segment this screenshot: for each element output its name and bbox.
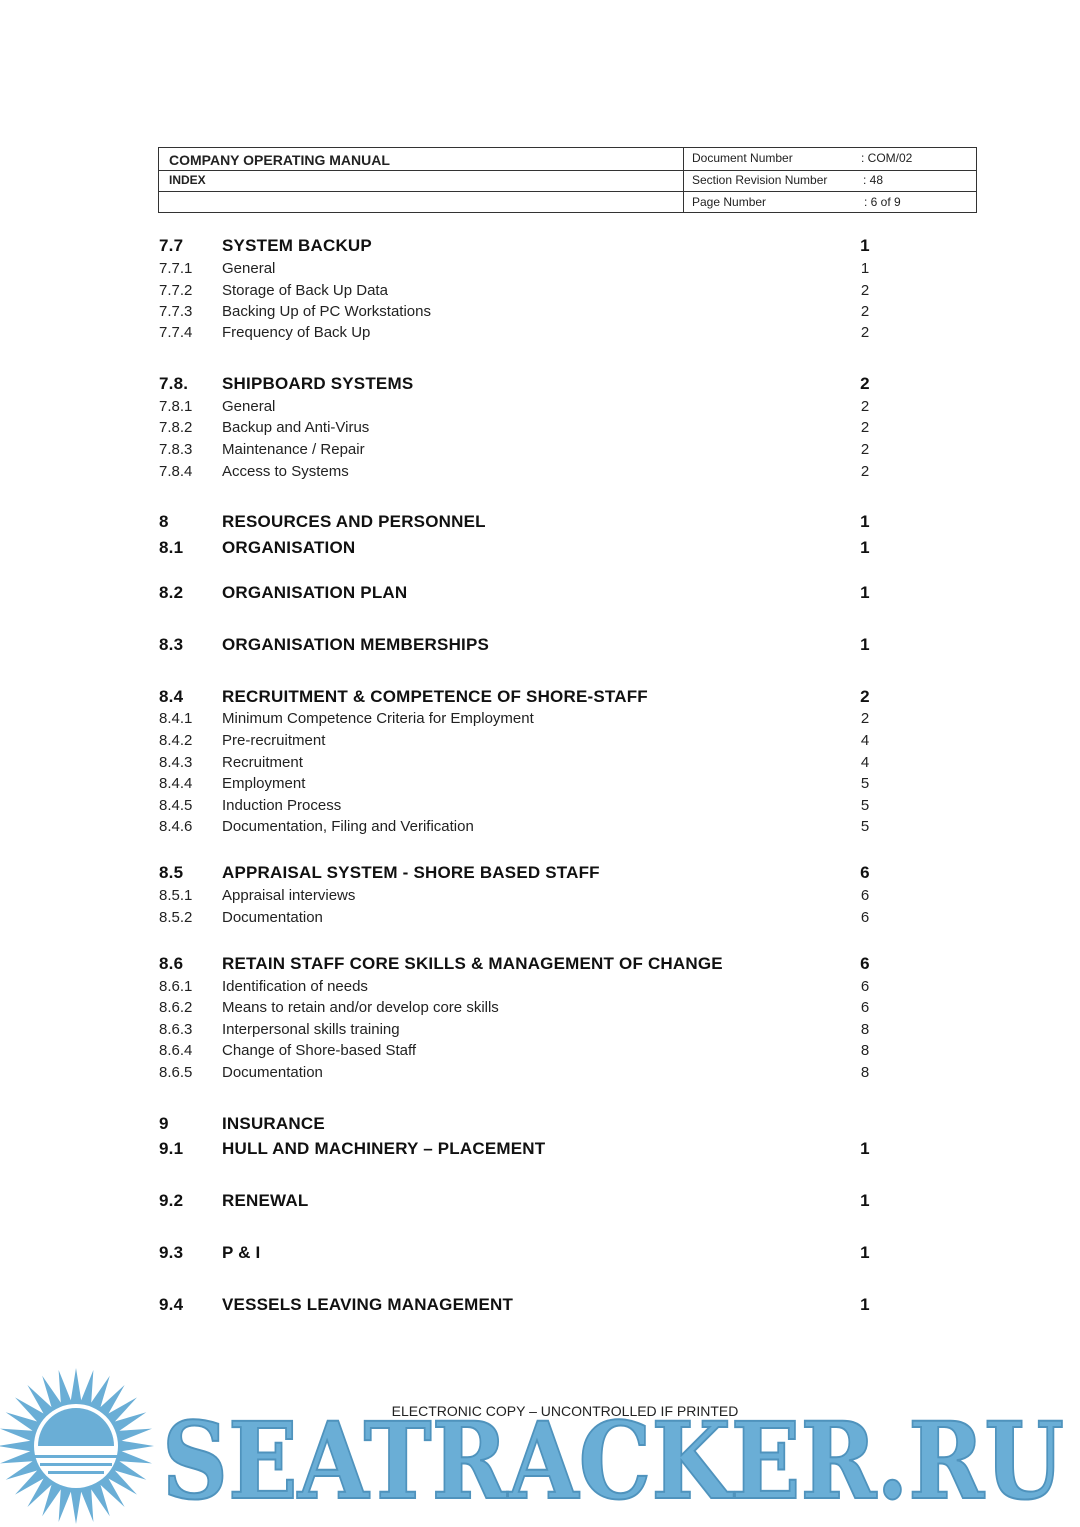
toc-entry: [0, 463, 1080, 485]
header-row-divider: [159, 191, 976, 192]
toc-entry-title: Induction Process: [222, 797, 342, 814]
toc-entry-page: 8: [860, 1021, 870, 1038]
toc-entry-number: 8.6.4: [159, 1042, 193, 1059]
toc-entry-number: 7.8.: [159, 374, 189, 393]
toc-entry-page: 1: [860, 260, 870, 277]
toc-entry-title: Means to retain and/or develop core skills: [222, 999, 499, 1016]
toc-entry-page: 1: [860, 1243, 870, 1262]
toc-entry-title: SYSTEM BACKUP: [222, 236, 372, 255]
toc-entry-page: 2: [860, 463, 870, 480]
toc-entry: [0, 818, 1080, 840]
toc-entry-title: Change of Shore-based Staff: [222, 1042, 417, 1059]
toc-entry: [0, 687, 1080, 709]
toc-entry-page: 6: [860, 999, 870, 1016]
toc-entry-page: 1: [860, 538, 870, 557]
toc-entry-number: 8.6: [159, 954, 184, 973]
toc-entry-page: 2: [860, 441, 870, 458]
toc-entry-number: 8.6.1: [159, 978, 193, 995]
toc-entry-title: Maintenance / Repair: [222, 441, 365, 458]
toc-entry-page: 5: [860, 818, 870, 835]
toc-entry-title: Documentation: [222, 909, 323, 926]
toc-entry-title: Minimum Competence Criteria for Employment: [222, 710, 534, 727]
toc-entry-title: ORGANISATION: [222, 538, 356, 557]
toc-entry-title: Frequency of Back Up: [222, 324, 371, 341]
toc-entry-number: 7.7.2: [159, 282, 193, 299]
manual-subtitle: INDEX: [169, 173, 206, 187]
toc-entry-page: 1: [860, 512, 870, 531]
toc-entry-number: 9.1: [159, 1139, 184, 1158]
toc-entry-number: 9.4: [159, 1295, 184, 1314]
toc-entry: [0, 260, 1080, 282]
toc-entry-title: INSURANCE: [222, 1114, 325, 1133]
toc-entry: [0, 978, 1080, 1000]
uncontrolled-copy-notice: ELECTRONIC COPY – UNCONTROLLED IF PRINTED: [391, 1403, 739, 1419]
manual-title: COMPANY OPERATING MANUAL: [169, 152, 390, 168]
toc-entry: [0, 1295, 1080, 1317]
toc-entry-page: 8: [860, 1042, 870, 1059]
toc-entry-number: 7.8.4: [159, 463, 193, 480]
toc-entry-number: 8.1: [159, 538, 184, 557]
toc-entry-title: Backing Up of PC Workstations: [222, 303, 431, 320]
toc-entry-title: Documentation: [222, 1064, 323, 1081]
toc-entry-number: 7.7: [159, 236, 184, 255]
toc-entry-number: 8.3: [159, 635, 184, 654]
toc-entry: [0, 754, 1080, 776]
toc-entry-number: 8.4.1: [159, 710, 193, 727]
toc-entry-title: APPRAISAL SYSTEM - SHORE BASED STAFF: [222, 863, 600, 882]
toc-entry-number: 7.8.3: [159, 441, 193, 458]
seatracker-watermark-logo: [0, 1360, 1080, 1527]
toc-entry-page: 2: [860, 324, 870, 341]
toc-entry-number: 8: [159, 512, 169, 531]
toc-entry-number: 8.4.5: [159, 797, 193, 814]
toc-entry: [0, 282, 1080, 304]
toc-entry-number: 9: [159, 1114, 169, 1133]
toc-entry-number: 7.8.1: [159, 398, 193, 415]
toc-entry-number: 8.5: [159, 863, 184, 882]
watermark-text: SEATRACKER.RU: [162, 1398, 1064, 1523]
toc-entry-title: Appraisal interviews: [222, 887, 356, 904]
header-row-divider: [159, 170, 976, 171]
toc-entry-page: 4: [860, 754, 870, 771]
toc-entry: [0, 887, 1080, 909]
toc-entry-number: 8.6.2: [159, 999, 193, 1016]
toc-entry-number: 8.4.2: [159, 732, 193, 749]
toc-entry-number: 7.7.3: [159, 303, 193, 320]
toc-entry-page: 6: [860, 978, 870, 995]
toc-entry-title: Backup and Anti-Virus: [222, 419, 370, 436]
toc-entry: [0, 1021, 1080, 1043]
toc-entry: [0, 909, 1080, 931]
toc-entry: [0, 374, 1080, 396]
toc-entry: [0, 797, 1080, 819]
toc-entry: [0, 1243, 1080, 1265]
toc-entry-page: 8: [860, 1064, 870, 1081]
toc-entry-title: RETAIN STAFF CORE SKILLS & MANAGEMENT OF CHANGE: [222, 954, 723, 973]
toc-entry-page: 2: [860, 303, 870, 320]
revision-value: : 48: [863, 173, 884, 187]
doc-number-value: : COM/02: [861, 151, 913, 165]
toc-entry: [0, 419, 1080, 441]
toc-entry-title: RECRUITMENT & COMPETENCE OF SHORE-STAFF: [222, 687, 648, 706]
toc-entry-title: Employment: [222, 775, 306, 792]
toc-entry-title: Storage of Back Up Data: [222, 282, 388, 299]
toc-entry-page: 6: [860, 887, 870, 904]
toc-entry-number: 8.4: [159, 687, 184, 706]
toc-entry-page: 5: [860, 797, 870, 814]
revision-label: Section Revision Number: [692, 173, 828, 187]
toc-entry-page: 1: [860, 1295, 870, 1314]
toc-entry: [0, 583, 1080, 605]
toc-entry-title: Access to Systems: [222, 463, 349, 480]
toc-entry-number: 7.7.1: [159, 260, 193, 277]
toc-entry: [0, 1139, 1080, 1161]
toc-entry-number: 8.6.3: [159, 1021, 193, 1038]
toc-entry-page: 5: [860, 775, 870, 792]
toc-entry-page: 2: [860, 710, 870, 727]
toc-entry-page: 1: [860, 1139, 870, 1158]
toc-entry-number: 9.2: [159, 1191, 184, 1210]
toc-entry: [0, 863, 1080, 885]
toc-entry-number: 8.2: [159, 583, 184, 602]
toc-entry-title: Identification of needs: [222, 978, 368, 995]
toc-entry-number: 8.4.3: [159, 754, 193, 771]
toc-entry-page: 2: [860, 282, 870, 299]
toc-entry-page: 1: [860, 635, 870, 654]
toc-entry-page: 2: [860, 687, 870, 706]
toc-entry-title: Documentation, Filing and Verification: [222, 818, 474, 835]
toc-entry-title: RESOURCES AND PERSONNEL: [222, 512, 486, 531]
toc-entry-title: ORGANISATION MEMBERSHIPS: [222, 635, 490, 654]
toc-entry-title: General: [222, 260, 276, 277]
toc-entry-title: P & I: [222, 1243, 261, 1262]
toc-entry-number: 9.3: [159, 1243, 184, 1262]
toc-entry-title: HULL AND MACHINERY – PLACEMENT: [222, 1139, 546, 1158]
toc-entry-page: 2: [860, 374, 870, 393]
toc-entry-number: 8.4.6: [159, 818, 193, 835]
document-header-table: [158, 147, 977, 213]
toc-entry-page: 1: [860, 583, 870, 602]
toc-entry: [0, 538, 1080, 560]
toc-entry-page: 1: [860, 236, 870, 255]
toc-entry-title: RENEWAL: [222, 1191, 309, 1210]
toc-entry-page: 6: [860, 954, 870, 973]
toc-entry-number: 8.4.4: [159, 775, 193, 792]
toc-entry-number: 7.7.4: [159, 324, 193, 341]
toc-entry: [0, 303, 1080, 325]
toc-entry: [0, 954, 1080, 976]
toc-entry: [0, 398, 1080, 420]
doc-number-label: Document Number: [692, 151, 793, 165]
toc-entry-number: 8.6.5: [159, 1064, 193, 1081]
toc-entry-page: 6: [860, 909, 870, 926]
toc-entry: [0, 1114, 1080, 1136]
toc-entry-number: 8.5.2: [159, 909, 193, 926]
toc-entry: [0, 999, 1080, 1021]
toc-entry: [0, 732, 1080, 754]
toc-entry: [0, 324, 1080, 346]
toc-entry-title: ORGANISATION PLAN: [222, 583, 408, 602]
toc-entry: [0, 236, 1080, 258]
toc-entry-title: General: [222, 398, 276, 415]
toc-entry-title: Pre-recruitment: [222, 732, 326, 749]
toc-entry-title: Recruitment: [222, 754, 303, 771]
page-number-label: Page Number: [692, 195, 767, 209]
header-column-divider: [683, 148, 684, 212]
sun-burst-icon: [0, 1368, 154, 1524]
toc-entry-page: 6: [860, 863, 870, 882]
toc-entry-title: VESSELS LEAVING MANAGEMENT: [222, 1295, 514, 1314]
toc-entry-number: 7.8.2: [159, 419, 193, 436]
toc-entry: [0, 710, 1080, 732]
toc-entry: [0, 775, 1080, 797]
toc-entry: [0, 441, 1080, 463]
toc-entry: [0, 635, 1080, 657]
page-number-value: : 6 of 9: [864, 195, 901, 209]
toc-entry-number: 8.5.1: [159, 887, 193, 904]
toc-entry-page: 2: [860, 398, 870, 415]
toc-entry-page: 4: [860, 732, 870, 749]
toc-entry: [0, 1191, 1080, 1213]
toc-entry-page: 2: [860, 419, 870, 436]
toc-entry-title: Interpersonal skills training: [222, 1021, 400, 1038]
toc-entry: [0, 1064, 1080, 1086]
toc-entry: [0, 1042, 1080, 1064]
toc-entry-title: SHIPBOARD SYSTEMS: [222, 374, 414, 393]
toc-entry-page: 1: [860, 1191, 870, 1210]
toc-entry: [0, 512, 1080, 534]
